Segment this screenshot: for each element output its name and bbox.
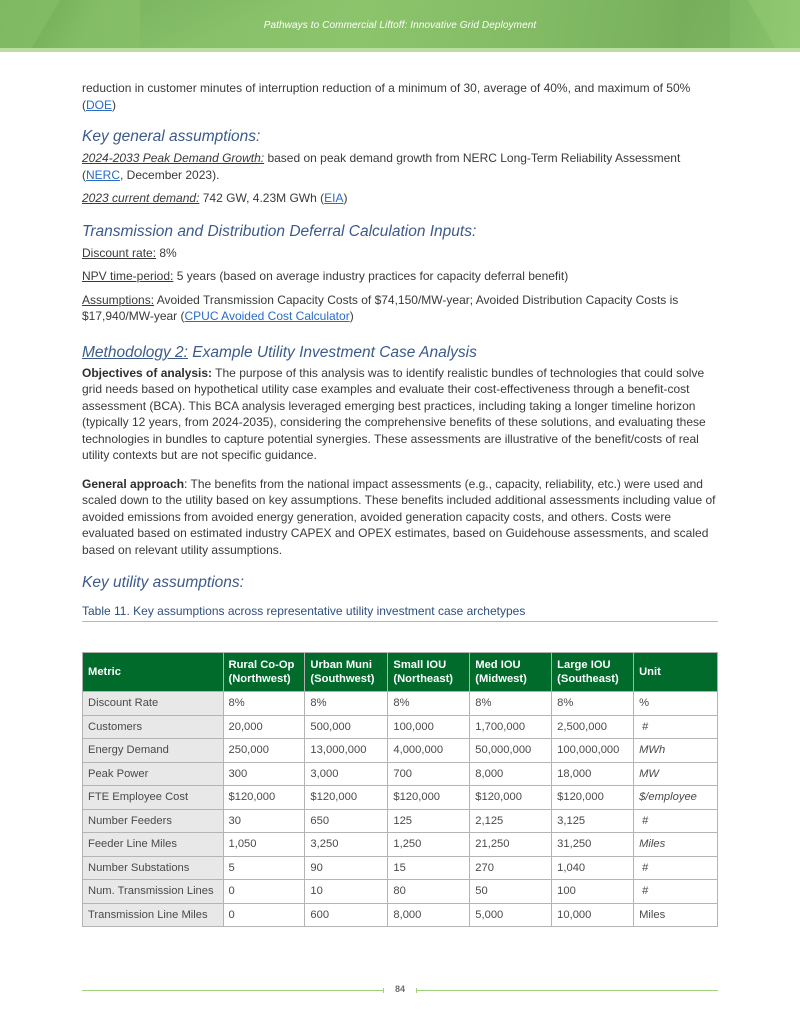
value-cell: 1,700,000 [470, 715, 552, 739]
objectives-text: The purpose of this analysis was to identify realistic bundles of technologies that could solve grid needs based on hypothetical utility case examples and evaluate their cost-effectiveness through a benefit-cost assessment (BCA). This BCA analysis leveraged emerging best practices, including taking a longer timeline horizon (typically 12 years, from 2024-2035), considering the comprehensive benefits of these solutions, and evaluating these technologies in bundles to capture potential synergies. These assessments are illustrative of the benefit/costs of real utility contexts but are not specific guidance. [82, 365, 706, 462]
footer-rule [416, 990, 718, 991]
column-header: Unit [634, 653, 718, 692]
value-cell: 8% [305, 692, 388, 716]
value-cell: 18,000 [552, 762, 634, 786]
page-content [82, 80, 718, 622]
current-demand-item [82, 190, 718, 207]
value-cell: 3,250 [305, 833, 388, 857]
column-header: Med IOU (Midwest) [470, 653, 552, 692]
unit-cell: MW [634, 762, 718, 786]
peak-demand-growth-item [82, 150, 718, 183]
table-header-row [83, 653, 718, 692]
table-row [83, 833, 718, 857]
banner-strip [0, 48, 800, 52]
value-cell: 50,000,000 [470, 739, 552, 763]
value-cell: 5 [223, 856, 305, 880]
npv-time-period-item [82, 268, 718, 285]
metric-cell: Customers [83, 715, 224, 739]
td-deferral-heading: Transmission and Distribution Deferral Calculation Inputs: [82, 222, 477, 240]
item-label: NPV time-period: [82, 269, 174, 283]
value-cell: 1,040 [552, 856, 634, 880]
item-text: based on peak demand growth from NERC Long-Term Reliability Assessment ( [82, 151, 681, 182]
table-row [83, 903, 718, 927]
metric-cell: Discount Rate [83, 692, 224, 716]
methodology-heading [82, 343, 718, 363]
metric-cell: Num. Transmission Lines [83, 880, 224, 904]
column-header: Large IOU (Southeast) [552, 653, 634, 692]
eia-link[interactable]: EIA [324, 191, 344, 205]
utility-assumptions-table [82, 652, 718, 927]
value-cell: 30 [223, 809, 305, 833]
item-text: Avoided Transmission Capacity Costs of $74,150/MW-year; Avoided Distribution Capacity Costs is $17,940/MW-year ( [82, 292, 679, 323]
value-cell: 2,500,000 [552, 715, 634, 739]
table-caption: Table 11. Key assumptions across representative utility investment case archetypes [82, 603, 718, 622]
value-cell: 600 [305, 903, 388, 927]
metric-cell: Number Substations [83, 856, 224, 880]
unit-cell: Miles [634, 903, 718, 927]
item-label: 2023 current demand: [82, 191, 200, 205]
value-cell: 4,000,000 [388, 739, 470, 763]
general-approach-paragraph [82, 476, 718, 559]
intro-text: reduction in customer minutes of interruption reduction of a minimum of 30, average of 40%, and maximum of 50% ( [82, 81, 691, 112]
unit-cell: # [634, 856, 718, 880]
intro-tail: ) [112, 97, 117, 112]
metric-cell: Peak Power [83, 762, 224, 786]
table-row [83, 856, 718, 880]
unit-cell: Miles [634, 833, 718, 857]
metric-cell: Transmission Line Miles [83, 903, 224, 927]
value-cell: 0 [223, 903, 305, 927]
objectives-paragraph [82, 365, 718, 464]
value-cell: 650 [305, 809, 388, 833]
value-cell: 50 [470, 880, 552, 904]
value-cell: 1,050 [223, 833, 305, 857]
methodology-number: Methodology 2: [82, 343, 188, 361]
metric-cell: Energy Demand [83, 739, 224, 763]
objectives-label: Objectives of analysis: [82, 365, 213, 380]
item-tail: ) [349, 309, 354, 323]
column-header: Small IOU (Northeast) [388, 653, 470, 692]
intro-paragraph [82, 80, 718, 113]
value-cell: 31,250 [552, 833, 634, 857]
table-row [83, 692, 718, 716]
value-cell: 100 [552, 880, 634, 904]
value-cell: 2,125 [470, 809, 552, 833]
value-cell: 20,000 [223, 715, 305, 739]
item-text: 5 years (based on average industry practices for capacity deferral benefit) [173, 269, 569, 283]
value-cell: 3,125 [552, 809, 634, 833]
value-cell: 300 [223, 762, 305, 786]
item-text: 742 GW, 4.23M GWh ( [199, 191, 325, 205]
value-cell: 8% [552, 692, 634, 716]
page-footer [82, 984, 718, 998]
table-row [83, 715, 718, 739]
unit-cell: # [634, 880, 718, 904]
value-cell: 8% [470, 692, 552, 716]
value-cell: 8% [223, 692, 305, 716]
metric-cell: FTE Employee Cost [83, 786, 224, 810]
table-row [83, 880, 718, 904]
value-cell: 8,000 [388, 903, 470, 927]
value-cell: 125 [388, 809, 470, 833]
unit-cell: % [634, 692, 718, 716]
value-cell: 500,000 [305, 715, 388, 739]
document-title: Pathways to Commercial Liftoff: Innovative Grid Deployment [263, 20, 537, 31]
cpuc-calculator-link[interactable]: CPUC Avoided Cost Calculator [184, 309, 350, 323]
nerc-link[interactable]: NERC [86, 167, 121, 182]
doe-link[interactable]: DOE [86, 97, 113, 112]
page-header-banner [0, 0, 800, 48]
value-cell: 10,000 [552, 903, 634, 927]
value-cell: 100,000 [388, 715, 470, 739]
column-header: Metric [83, 653, 224, 692]
metric-cell: Number Feeders [83, 809, 224, 833]
value-cell: 700 [388, 762, 470, 786]
value-cell: 21,250 [470, 833, 552, 857]
value-cell: $120,000 [223, 786, 305, 810]
value-cell: 3,000 [305, 762, 388, 786]
value-cell: 100,000,000 [552, 739, 634, 763]
footer-rule [82, 990, 384, 991]
item-tail: , December 2023). [120, 167, 220, 182]
table-row [83, 762, 718, 786]
general-assumptions-heading: Key general assumptions: [82, 128, 261, 145]
unit-cell: # [634, 809, 718, 833]
discount-rate-item [82, 245, 718, 262]
value-cell: $120,000 [470, 786, 552, 810]
value-cell: 270 [470, 856, 552, 880]
unit-cell: # [634, 715, 718, 739]
item-label: Assumptions: [82, 292, 155, 307]
approach-label: General approach [82, 476, 185, 491]
table-row [83, 786, 718, 810]
value-cell: 8% [388, 692, 470, 716]
item-label: Discount rate: [82, 245, 157, 260]
page-number: 84 [394, 984, 405, 994]
item-tail: ) [343, 191, 348, 205]
table-row [83, 739, 718, 763]
value-cell: $120,000 [305, 786, 388, 810]
value-cell: 15 [388, 856, 470, 880]
item-text: 8% [156, 245, 177, 260]
value-cell: 1,250 [388, 833, 470, 857]
metric-cell: Feeder Line Miles [83, 833, 224, 857]
value-cell: 0 [223, 880, 305, 904]
approach-text: : The benefits from the national impact assessments (e.g., capacity, reliability, etc.) were used and scaled down to the utility based on key assumptions. These benefits included additional assessments including value of avoided emissions from avoided energy generation, avoided generation capacity costs, and others. Costs were evaluated based on estimated industry CAPEX and OPEX estimates, based on Guidehouse assessments, and scaled based on relevant utility assumptions. [82, 476, 716, 557]
unit-cell: $/employee [634, 786, 718, 810]
column-header: Rural Co-Op (Northwest) [223, 653, 305, 692]
value-cell: $120,000 [388, 786, 470, 810]
value-cell: 8,000 [470, 762, 552, 786]
value-cell: 250,000 [223, 739, 305, 763]
value-cell: $120,000 [552, 786, 634, 810]
value-cell: 90 [305, 856, 388, 880]
unit-cell: MWh [634, 739, 718, 763]
methodology-title: Example Utility Investment Case Analysis [188, 343, 477, 361]
table-row [83, 809, 718, 833]
column-header: Urban Muni (Southwest) [305, 653, 388, 692]
avoided-cost-assumptions-item [82, 292, 718, 325]
utility-assumptions-heading: Key utility assumptions: [82, 574, 244, 591]
value-cell: 10 [305, 880, 388, 904]
value-cell: 13,000,000 [305, 739, 388, 763]
value-cell: 5,000 [470, 903, 552, 927]
item-label: 2024-2033 Peak Demand Growth: [82, 151, 265, 165]
value-cell: 80 [388, 880, 470, 904]
